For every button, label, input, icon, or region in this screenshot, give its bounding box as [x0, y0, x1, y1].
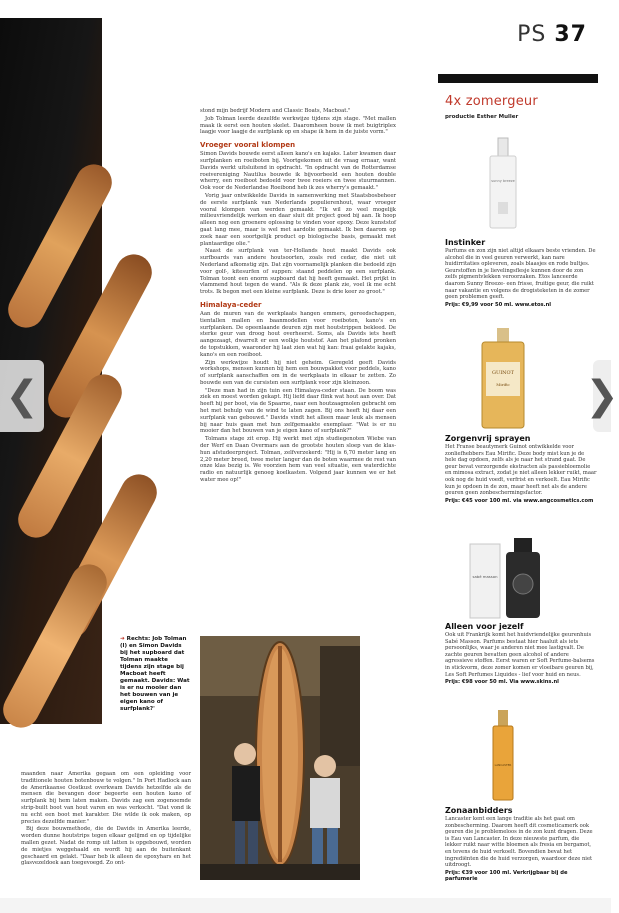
sidebar-title: 4x zomergeur: [445, 94, 538, 109]
photo-caption: [120, 636, 190, 713]
product-name: Zonaanbidders: [445, 806, 513, 815]
chevron-left-icon: ❮: [5, 373, 39, 419]
product-price: Prijs: €45 voor 100 ml. via www.angcosmetics.com: [445, 497, 594, 504]
sidebar-top-bar: [438, 74, 598, 83]
sidebar-byline: productie Esther Muller: [445, 114, 519, 120]
caption-arrow-icon: ➜: [120, 636, 125, 642]
next-page-button[interactable]: [585, 360, 619, 432]
perfume-bottle-2: [480, 328, 526, 430]
product-price: Prijs: €9,99 voor 50 ml. www.etos.nl: [445, 301, 552, 308]
bottle-label-1: sunny breeze: [491, 179, 515, 183]
product-price: Prijs: €39 voor 100 ml. Verkrijgbaar bij de parfumerie: [445, 869, 568, 882]
bottle-label-3: sabé masson: [472, 574, 498, 579]
product-zonaanbidders: [445, 806, 597, 882]
chevron-right-icon: ❯: [585, 373, 619, 419]
paragraph: "Deze man had in zijn tuin een Himalaya-ceder staan. De boom was ziek en moest worden gekapt. Hij liefd daar flink wat hout aan over. Dat heeft hij per boot, via de Spaarne, naar een houtzaagmolen gebracht om het met behulp van de wind te laten zagen. Bij ons heeft hij daar een surfplank van gebouwd." Davids vindt het alleen maar leuk als mensen bij naar huis gaan met hun zelfgemaakte exemplaar. "Wat is er nu mooier dan het bouwen van je eigen kano of surfplank?": [200, 387, 396, 435]
paragraph: Simon Davids bouwde eerst alleen kano's en kajaks. Later kwamen daar surfplanken en roeiboten bij. Voortgekomen uit de vraag ernaar, want Davids werkt uitsluitend in opdracht. "In opdracht van de Rotterdamse roeivereniging Nautilus bouwde ik bijvoorbeeld een houten double wherry, een roeiboot bedoeld voor twee roeiers en twee stuurmannen. Ook voor de Nederlandse Roeibond heb ik zes wherry's gemaakt.": [200, 151, 396, 192]
product-name: Instinker: [445, 238, 486, 247]
product-instinker: [445, 238, 597, 308]
caption-text: Rechts: Job Tolman (l) en Simon Davids bij het supboard dat Tolman maakte tijdens zijn stage bij Macboat heeft gemaakt. Davids: Wat is er nu mooier dan het bouwen van je eigen kano of surfplank?': [120, 636, 190, 712]
page-header: [517, 22, 587, 47]
paragraph: maanden naar Amerika gegaan om een opleiding voor traditionele houten botenbouw te volgen." In Port Hadlock aan de Amerikaanse Oostkust overkwam Davids hetzelfde als de mensen die bevangen door begeerte een houten kano of surfplank bij hem laten maken. Davids zag een zogenoemde strip-built boot van hout varen en was verkocht. "Dat vond ik nu echt een boot met karakter. Die wilde ik ook maken, op precies dezelfde manier.": [21, 771, 191, 825]
perfume-bottle-3: [470, 538, 546, 620]
article-column-bottom: [21, 771, 191, 868]
paragraph: Bij deze bouwmethode, die de Davids in Amerika leerde, worden dunne houtstrips tegen elkaar gelijmd en op tijdelijke mallen gezet. Nadat de romp uit latten is opgebouwd, worden de mietjes weggehaald en wordt hij aan de buitenkant geschaard en gelakt. "Daar heb ik alleen de epoxyhars en het glasvezeldoek aan toegevoegd. Zo ont-: [21, 826, 191, 867]
paragraph: Tolmans stage zit erop. Hij werkt met zijn studiegenoten Wiebe van der Werf en Daan Overmars aan de grootste houten sloep van de klas- hun afstudeerproject. Tolman, zelfverzekerd: "Hij is 6,70 meter lang en 2,20 meter breed, twee meter langer dan de boten waarmee de rest van onze klas bezig is. We voorzien hem van veel situatie, een waterdichte radio en natuurlijk genoeg koelkasten. Volgend jaar kunnen we er het water mee op!": [200, 436, 396, 484]
product-description: Parfums en zon zijn niet altijd elkaars beste vrienden. De alcohol die in veel geuren verwerkt, kan nare huidirritaties opleveren, zoals blaasjes en rode bultjes. Geurstoffen in je lievelingsflesje kunnen door de zon zelfs pigmentvlekken veroorzaken. Etos lanceerde daarom Sunny Breeze- een frisse, fruitige geur, die ruikt naar vakantie en volgens de drogisteketen in de zomer geen problemen geeft.: [445, 248, 596, 301]
subheading: Himalaya-ceder: [200, 300, 262, 309]
perfume-bottle-1: [488, 138, 518, 230]
paragraph: Naast de surfplank van ter-Hollands hout maakt Davids ook surfboards van andere houtsoorten, zoals red cedar, die niet uit Nederland afkomstig zijn. Dat zijn voornamelijk planken die bedoeld zijn voor golf-, kitesurfen of suppen: staand peddelen op een surfplank. Tolman toont een enorm supboard dat hij heeft gemaakt. Het prijkt in vlammend hout tegen de wand. "Als ik deze plank zie, voel ik me echt trots. Ik begon met een kleine surfplank. Deze is drie keer zo groot.": [200, 248, 396, 296]
paragraph: Vorig jaar ontwikkelde Davids in samenwerking met Staatsbosbeheer de eerste surfplank van Nederlands populierenhout, waar vroeger vooral klompen van werden gemaakt. "Ik wil zo veel mogelijk milieuvriendelijk werken en daar sluit dit project goed bij aan. Ik hoop alleen nog een groenere oplossing te vinden voor epoxy. Deze kunststof gaat lang mee, maar is wel met aardolie gemaakt. Ik ben daarom op zoek naar een soortgelijk product op biologische basis, gemaakt met plantaardige olie.": [200, 192, 396, 247]
svg-text:Mirific: Mirific: [496, 382, 510, 387]
paragraph: stond mijn bedrijf Modern and Classic Boats, Macboat.": [200, 108, 351, 114]
article-column-1: [200, 108, 396, 485]
paragraph: Zijn werkwijze houdt hij niet geheim. Geregeld geeft Davids workshops, mensen kunnen bij hem een bouwpakket voor peddels, kano of surfplank aanschaffen om in de werkplaats in elkaar te zetten. Zo bouwde een van de cursisten een surfplank voor zijn kleinzoon.: [200, 359, 396, 386]
product-description: Lancaster kent een lange traditie als het gaat om zonbescherming. Daarom heeft dit cosmeticamerk ook geuren die je problemeloos in de zon kunt dragen. Deze is Eau van Lancaster. In deze nieuwste parfum, die lekker ruikt naar witte bloemen als fresia en bergamot, en tevens de huid verkoelt. Bovendien bevat het ingrediënten die de huid verzorgen, waardoor deze niet uitdroogt.: [445, 816, 593, 869]
product-description: Het Franse beautymerk Guinot ontwikkelde voor zonliefhebbers Eau Mirific. Deze body mist kun je de hele dag opdoen, zelfs als je naar het strand gaat. De geur bevat verzorgende ekstracten als passiebloemolie en mimosa extract, zodat je niet alleen lekker ruikt, maar ook nog de huid voedt, verfrist en verkoelt. Eau Mirific kun je opdoen in de zon, maar heeft net als de andere geuren geen zonbeschermingsfactor.: [445, 444, 597, 497]
paragraph: Job Tolman leerde dezelfde werkwijze tijdens zijn stage. "Met mallen maak ik eerst een houten skelet. Daaromheen bouw ik met buigtriplex laagje voor laagje de surfplank op en shape ik hem in de juiste vorm.": [200, 115, 396, 136]
subheading: Vroeger vooral klompen: [200, 141, 296, 150]
product-alleen: [445, 622, 597, 685]
product-zorgenvrij: [445, 434, 597, 504]
perfume-bottle-4: [492, 710, 514, 802]
workshop-photo-illustration: [200, 636, 360, 880]
product-name: Zorgenvrij sprayen: [445, 434, 531, 443]
page-bottom-margin: [0, 898, 611, 913]
page-number: 37: [554, 22, 587, 47]
product-description: Ook uit Frankrijk komt het huidvriendelijke geurenhuis Sabé Masson. Parfums bestaat hier haaluit als iets persoonlijks, waar je anderen niet mee lastigvalt. De zachte geuren bevatten geen alcohol of andere agressieve stoffen. Eerst waren er Soft Perfume-balsems in stickvorm, deze zomer komen er vloeibare geuren bij, Les Soft Perfumes Liquides - lief voor huid en neus.: [445, 632, 595, 678]
bottle-label-2: GUINOT: [492, 370, 514, 376]
previous-page-button[interactable]: [0, 360, 44, 432]
product-price: Prijs: €98 voor 50 ml. Via www.skins.nl: [445, 679, 559, 686]
bottle-label-4: LANCASTER: [494, 763, 512, 767]
product-name: Alleen voor jezelf: [445, 622, 524, 631]
paragraph: Aan de muren van de werkplaats hangen emmers, gereedschappen, tientallen mallen en baanmodellen voor roeiboten, kano's en surfplanken. De opeenlaande deuren zijn met houtstrippen bekleed. De sterke geur van droog hout overheerst. Soms, als Davids iets heeft aangezaagt, dwarrelt er een wolkje houtstof. Aan het plafond pronken de topstukken, waaronder hij laat zien wat hij kan: fraai gelakte kajaks, kano's en een roeiboot.: [200, 310, 396, 358]
workshop-photo: [200, 636, 360, 880]
section-label: PS: [517, 22, 547, 47]
